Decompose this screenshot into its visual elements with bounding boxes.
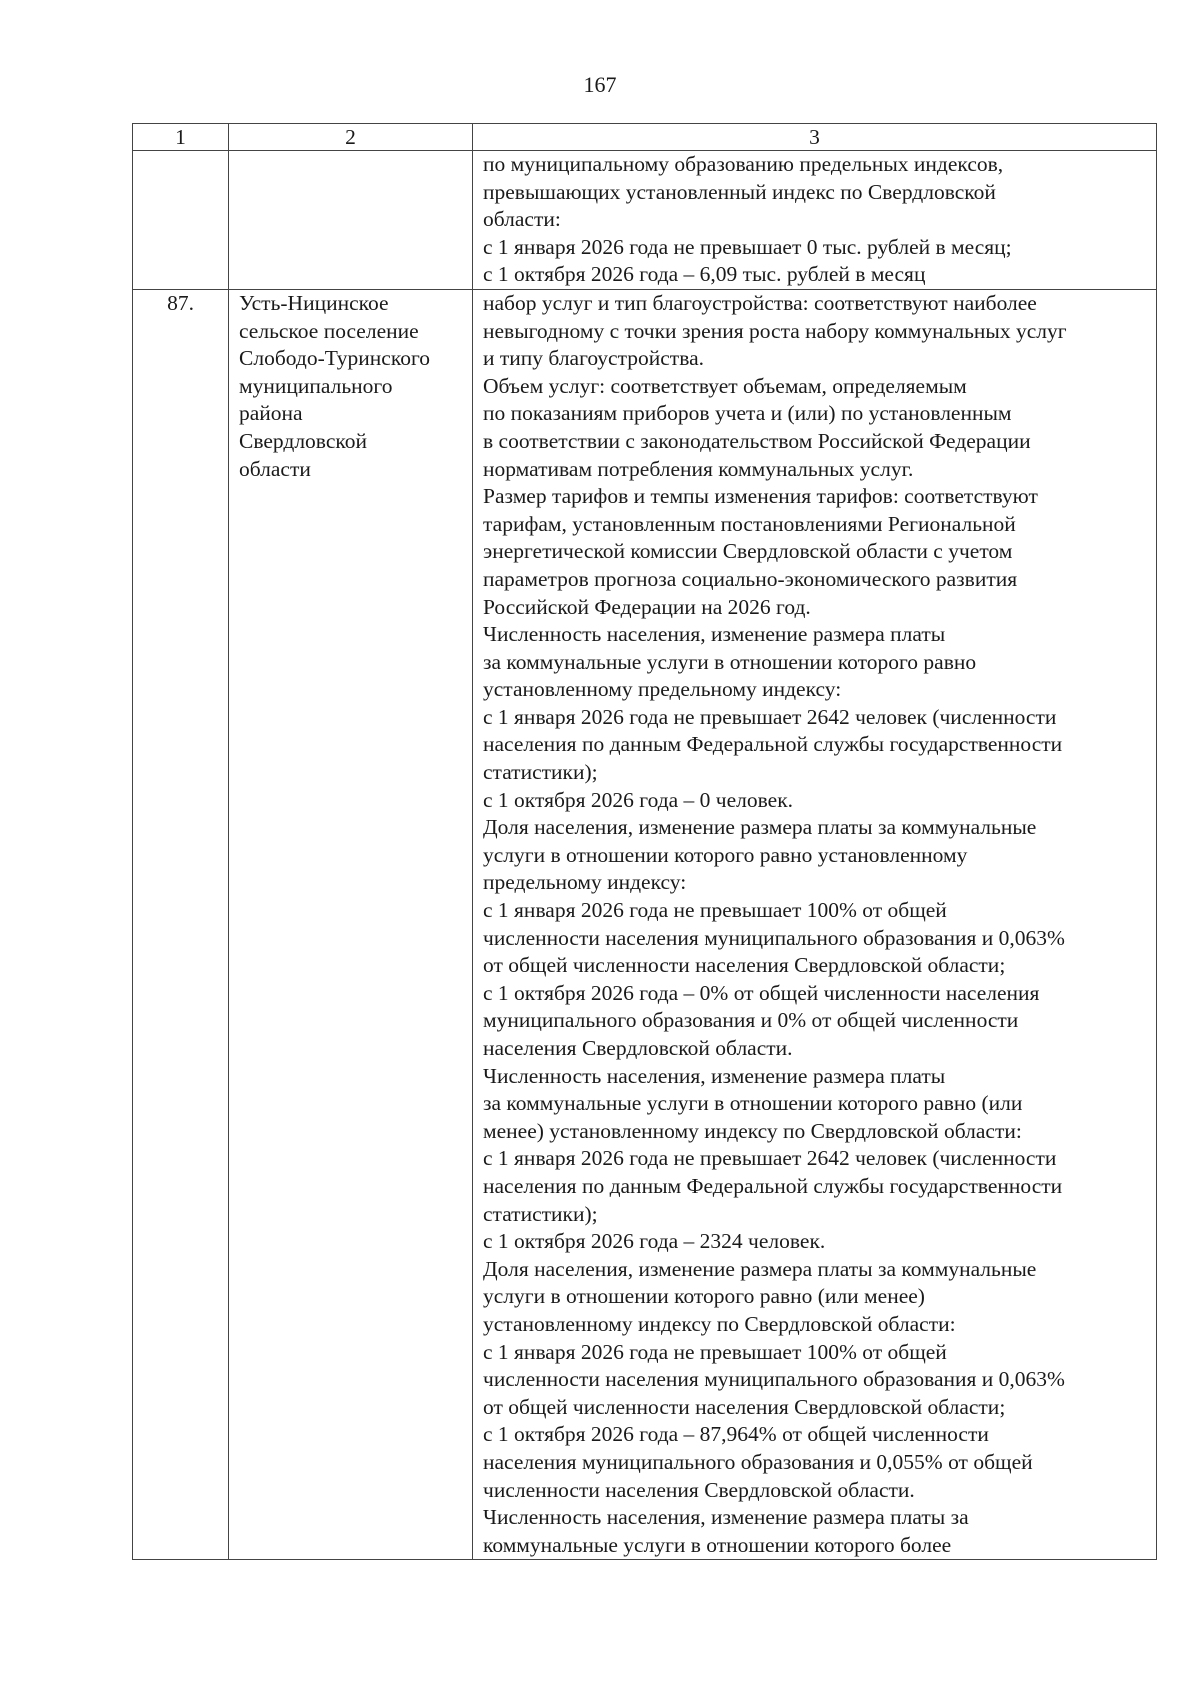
text-line: менее) установленному индексу по Свердловской области: <box>483 1118 1022 1143</box>
text-line: Свердловской <box>239 428 367 453</box>
municipality-cell <box>229 289 473 1559</box>
text-line: с 1 января 2026 года не превышает 100% от общей <box>483 1339 947 1364</box>
text-line: с 1 января 2026 года не превышает 0 тыс. рублей в месяц; <box>483 234 1012 259</box>
text-line: населения по данным Федеральной службы государственности <box>483 732 1063 757</box>
text-line: с 1 октября 2026 года – 87,964% от общей численности <box>483 1422 989 1447</box>
text-line: набор услуг и тип благоустройства: соответствуют наиболее <box>483 290 1037 315</box>
table-header-row <box>133 124 1157 151</box>
text-line: с 1 октября 2026 года – 0% от общей численности населения <box>483 980 1040 1005</box>
document-table <box>132 123 1157 1560</box>
column-header-1: 1 <box>133 124 229 151</box>
text-line: численности населения муниципального образования и 0,063% <box>483 925 1065 950</box>
text-line: нормативам потребления коммунальных услуг. <box>483 456 914 481</box>
text-line: статистики); <box>483 760 598 785</box>
text-line: по показаниям приборов учета и (или) по установленным <box>483 401 1012 426</box>
text-line: области: <box>483 207 561 232</box>
municipality-cell <box>229 151 473 290</box>
text-line: Слободо-Туринского <box>239 346 430 371</box>
text-line: и типу благоустройства. <box>483 346 704 371</box>
text-line: предельному индексу: <box>483 870 687 895</box>
text-line: за коммунальные услуги в отношении которого равно (или <box>483 1091 1023 1116</box>
text-line: области <box>239 456 311 481</box>
description-text <box>483 151 1146 289</box>
text-line: населения по данным Федеральной службы государственности <box>483 1173 1063 1198</box>
description-cell <box>473 289 1157 1559</box>
text-line: населения Свердловской области. <box>483 1036 793 1060</box>
text-line: статистики); <box>483 1201 598 1226</box>
text-line: района <box>239 401 303 426</box>
text-line: от общей численности населения Свердловской области; <box>483 1394 1006 1419</box>
text-line: Усть-Ницинское <box>239 290 389 315</box>
municipality-name <box>239 290 462 483</box>
text-line: с 1 октября 2026 года – 6,09 тыс. рублей в месяц <box>483 262 926 287</box>
description-cell <box>473 151 1157 290</box>
text-line: Доля населения, изменение размера платы за коммунальные <box>483 1256 1037 1281</box>
text-line: услуги в отношении которого равно (или менее) <box>483 1284 925 1309</box>
text-line: тарифам, установленным постановлениями Региональной <box>483 511 1016 536</box>
text-line: в соответствии с законодательством Российской Федерации <box>483 428 1031 453</box>
text-line: Численность населения, изменение размера платы за <box>483 1505 969 1530</box>
text-line: коммунальные услуги в отношении которого более <box>483 1532 952 1557</box>
text-line: Численность населения, изменение размера платы <box>483 622 946 647</box>
row-number-cell: 87. <box>133 289 229 1559</box>
text-line: энергетической комиссии Свердловской области с учетом <box>483 539 1013 564</box>
text-line: установленному индексу по Свердловской области: <box>483 1311 956 1336</box>
text-line: населения муниципального образования и 0,055% от общей <box>483 1449 1033 1474</box>
table-row-87 <box>133 289 1157 1559</box>
text-line: превышающих установленный индекс по Свердловской <box>483 179 996 204</box>
text-line: параметров прогноза социально-экономического развития <box>483 566 1018 591</box>
text-line: численности населения муниципального образования и 0,063% <box>483 1367 1065 1392</box>
text-line: с 1 января 2026 года не превышает 2642 человек (численности <box>483 1146 1057 1171</box>
text-line: Доля населения, изменение размера платы за коммунальные <box>483 815 1037 840</box>
text-line: Размер тарифов и темпы изменения тарифов: соответствуют <box>483 484 1038 509</box>
text-line: с 1 октября 2026 года – 2324 человек. <box>483 1229 826 1254</box>
page-number: 167 <box>583 72 617 97</box>
text-line: Объем услуг: соответствует объемам, определяемым <box>483 373 967 398</box>
text-line: установленному предельному индексу: <box>483 677 842 702</box>
text-line: невыгодному с точки зрения роста набору коммунальных услуг <box>483 318 1067 343</box>
column-header-2: 2 <box>229 124 473 151</box>
table-row-continuation <box>133 151 1157 290</box>
text-line: численности населения Свердловской области. <box>483 1477 915 1502</box>
text-line: Российской Федерации на 2026 год. <box>483 594 811 619</box>
text-line: с 1 октября 2026 года – 0 человек. <box>483 787 794 812</box>
description-text <box>483 290 1146 1559</box>
text-line: по муниципальному образованию предельных индексов, <box>483 152 1004 176</box>
text-line: сельское поселение <box>239 318 419 343</box>
text-line: с 1 января 2026 года не превышает 2642 человек (численности <box>483 704 1057 729</box>
text-line: за коммунальные услуги в отношении которого равно <box>483 649 977 674</box>
text-line: муниципального образования и 0% от общей численности <box>483 1008 1019 1033</box>
row-number-cell <box>133 151 229 290</box>
column-header-3: 3 <box>473 124 1157 151</box>
text-line: с 1 января 2026 года не превышает 100% от общей <box>483 898 947 923</box>
text-line: муниципального <box>239 373 393 398</box>
text-line: от общей численности населения Свердловской области; <box>483 953 1006 978</box>
text-line: Численность населения, изменение размера платы <box>483 1063 946 1088</box>
text-line: услуги в отношении которого равно установленному <box>483 842 968 867</box>
